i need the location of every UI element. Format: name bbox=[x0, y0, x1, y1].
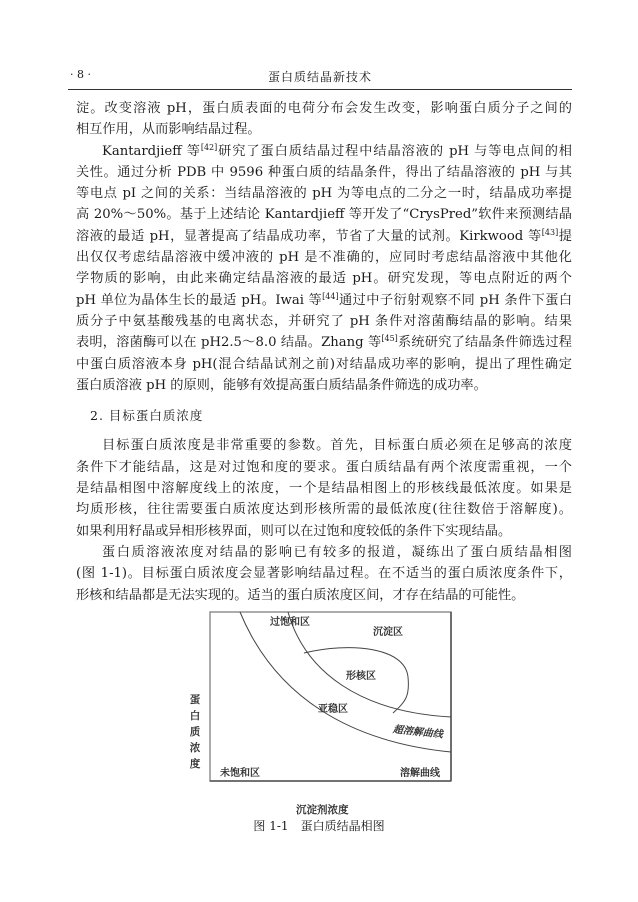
solubility-curve-label: 溶解曲线 bbox=[400, 768, 440, 779]
text-line bbox=[76, 141, 572, 162]
text-line bbox=[76, 290, 572, 311]
text-span: 通过中子衍射观察不同 pH 条件下蛋白 bbox=[338, 292, 572, 308]
text-line: 是结晶相图中溶解度线上的浓度，一个是结晶相图上的形核线最低浓度。如果是 bbox=[76, 481, 572, 497]
caption-number: 图 1-1 bbox=[253, 819, 289, 833]
citation[interactable]: [45] bbox=[381, 334, 398, 344]
supersolubility-curve-label: 超溶解曲线 bbox=[392, 724, 444, 741]
figure-caption bbox=[0, 817, 638, 834]
text-line: 淀。改变溶液 pH，蛋白质表面的电荷分布会发生改变，影响蛋白质分子之间的 bbox=[76, 101, 572, 116]
text-line: 出仅仅考虑结晶溶液中缓冲液的 pH 是不准确的，应同时考虑结晶溶液中其他化 bbox=[76, 250, 572, 266]
text-span: 溶液的最适 pH，显著提高了结晶成功率，节省了大量的试剂。Kirkwood 等 bbox=[76, 228, 542, 244]
citation[interactable]: [43] bbox=[541, 227, 559, 237]
text-span: 研究了蛋白质结晶过程中结晶溶液的 pH 与等电点间的相 bbox=[217, 143, 572, 159]
page-header bbox=[70, 68, 570, 90]
text-line: 如果利用籽晶或异相形核界面，则可以在过饱和度较低的条件下实现结晶。 bbox=[76, 523, 512, 539]
text-line: 形核和结晶都是无法实现的。适当的蛋白质浓度区间，才存在结晶的可能性。 bbox=[76, 587, 525, 603]
supersolubility-curve bbox=[288, 612, 451, 717]
body-text bbox=[76, 98, 572, 606]
text-span: 系统研究了结晶条件筛选过程 bbox=[397, 335, 572, 351]
text-span: 提 bbox=[558, 228, 572, 244]
page-number: · 8 · bbox=[70, 68, 91, 81]
citation[interactable]: [42] bbox=[200, 142, 218, 152]
text-line: 关性。通过分析 PDB 中 9596 种蛋白质的结晶条件，得出了结晶溶液的 pH 与其 bbox=[76, 164, 572, 180]
caption-text: 蛋白质结晶相图 bbox=[300, 819, 385, 833]
text-span: 表明，溶菌酶可以在 pH2.5～8.0 结晶。Zhang 等 bbox=[76, 335, 382, 351]
text-span: Kantardjieff 等 bbox=[102, 143, 201, 159]
text-line: 均质形核，往往需要蛋白质浓度达到形核所需的最低浓度(往往数倍于溶解度)。 bbox=[76, 502, 572, 518]
phase-diagram-figure bbox=[180, 602, 470, 842]
section-heading: 2. 目标蛋白质浓度 bbox=[90, 408, 204, 424]
region-nucleation: 形核区 bbox=[346, 671, 376, 682]
text-line: (图 1-1)。目标蛋白质浓度会显著影响结晶过程。在不适当的蛋白质浓度条件下， bbox=[76, 566, 572, 582]
text-line: 等电点 pI 之间的关系：当结晶溶液的 pH 为等电点的二分之一时，结晶成功率提 bbox=[76, 186, 572, 202]
text-line: 中蛋白质溶液本身 pH(混合结晶试剂之前)对结晶成功率的影响，提出了理性确定 bbox=[76, 356, 572, 372]
running-title: 蛋白质结晶新技术 bbox=[267, 70, 372, 84]
text-line: 质分子中氨基酸残基的电离状态，并研究了 pH 条件对溶菌酶结晶的影响。结果 bbox=[76, 313, 572, 329]
text-line: 蛋白质溶液浓度对结晶的影响已有较多的报道，凝练出了蛋白质结晶相图 bbox=[102, 544, 572, 560]
x-axis-label: 沉淀剂浓度 bbox=[296, 804, 349, 816]
text-line: 相互作用，从而影响结晶过程。 bbox=[76, 122, 261, 138]
region-unsaturated: 未饱和区 bbox=[220, 768, 260, 779]
text-span: pH 单位为晶体生长的最适 pH。Iwai 等 bbox=[76, 292, 323, 308]
text-line: 目标蛋白质浓度是非常重要的参数。首先，目标蛋白质必须在足够高的浓度 bbox=[102, 438, 572, 454]
diagram-frame bbox=[210, 612, 451, 781]
text-line: 蛋白质溶液 pH 的原则，能够有效提高蛋白质结晶条件筛选的成功率。 bbox=[76, 377, 487, 393]
citation[interactable]: [44] bbox=[322, 291, 339, 301]
region-precipitation: 沉淀区 bbox=[373, 627, 403, 638]
text-line: 高 20%～50%。基于上述结论 Kantardjieff 等开发了“CrysPred”软件来预测结晶 bbox=[76, 207, 572, 223]
text-line bbox=[76, 226, 572, 247]
region-metastable: 亚稳区 bbox=[318, 704, 348, 715]
text-line bbox=[76, 332, 572, 353]
text-line: 学物质的影响，由此来确定结晶溶液的最适 pH。研究发现，等电点附近的两个 bbox=[76, 271, 572, 287]
y-axis-label: 蛋白质浓度 bbox=[189, 694, 201, 770]
header-rule bbox=[68, 89, 572, 90]
region-supersaturated: 过饱和区 bbox=[270, 617, 310, 628]
text-line: 条件下才能结晶，这是对过饱和度的要求。蛋白质结晶有两个浓度需重视，一个 bbox=[76, 459, 572, 475]
